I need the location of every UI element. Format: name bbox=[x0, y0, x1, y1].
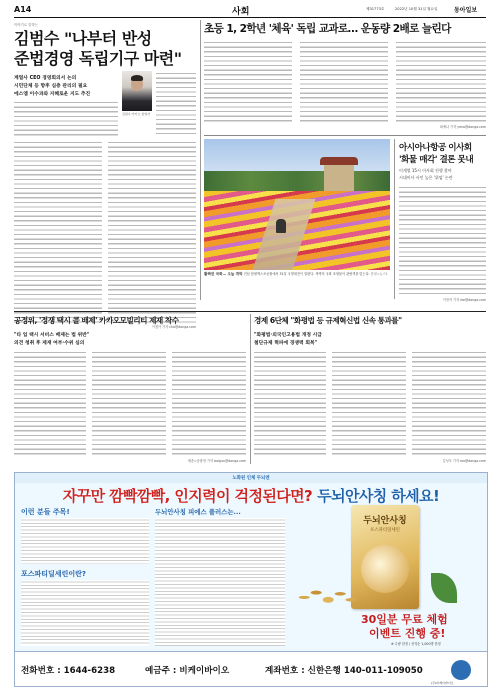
kicker: 이야기로 말하는 bbox=[14, 23, 39, 27]
photo-caption-block bbox=[204, 272, 390, 286]
ad-pills bbox=[297, 583, 357, 607]
advertisement bbox=[14, 472, 488, 687]
ad-col1-title: 이런 분들 주목! bbox=[21, 508, 70, 516]
article-asiana bbox=[397, 139, 486, 309]
sub-line-2: 의견 청취 후 제재 여부·수위 심의 bbox=[14, 341, 85, 346]
ad-col-2 bbox=[155, 507, 285, 647]
ad-phone-number: 1644-6238 bbox=[63, 666, 116, 676]
headline: 공정위, '정쟁 택시 콜 배제' 카카오모빌리티 제재 착수 bbox=[14, 316, 179, 325]
sub-line-1: 이계열 15시 이사회 진행 찾아 bbox=[399, 168, 452, 173]
section-name: 사회 bbox=[232, 7, 250, 17]
ad-headline-a: 자꾸만 깜빡깜빡, 인지력이 걱정된다면? bbox=[62, 487, 313, 505]
ad-phone-label: 전화번호 : bbox=[21, 666, 64, 676]
photo-credit: 함평=뉴스1 bbox=[370, 272, 388, 276]
ad-contact-bar bbox=[15, 651, 487, 687]
sub-line-2: 첨단규제 혁파에 경쟁력 회복" bbox=[254, 341, 318, 346]
ad-headline-b: 두뇌안사칭 하세요! bbox=[317, 487, 440, 505]
ad-holder-name: 비케이바이오 bbox=[179, 666, 230, 676]
photo-structure bbox=[324, 163, 354, 191]
photo-roof bbox=[320, 157, 358, 165]
headline-line-2: '화물 매각' 결론 못내 bbox=[399, 155, 474, 165]
portrait-hair bbox=[131, 75, 143, 81]
col-divider-1 bbox=[200, 20, 201, 300]
ad-product-area bbox=[291, 503, 481, 651]
byline: 이현석 기자 lee@donga.com bbox=[442, 298, 486, 302]
byline: 최예나 기자 yena@donga.com bbox=[439, 125, 486, 129]
ad-event-note: ※ 수량 한정 / 선착순 1,000명 한정 bbox=[391, 642, 441, 646]
photo-trees bbox=[204, 171, 390, 193]
ad-holder-label: 예금주 : bbox=[145, 666, 180, 676]
photo-caption-text: 전남 함평엑스포공원에서 31일 국향대전이 열린다. 색색의 국화 조형물이 관람객을 맞는다. bbox=[243, 272, 370, 276]
article-kakao-mobility bbox=[14, 314, 246, 466]
ad-event-line-2: 이벤트 진행 중! bbox=[369, 627, 446, 640]
sub-line: 시민단체 등 향후 심층 관리의 필요 bbox=[14, 84, 88, 89]
ad-product-tag: 포스파티딜세린 bbox=[370, 528, 400, 533]
headline: 경제 6단체 "화평법 등 규제혁신법 신속 통과를" bbox=[254, 316, 402, 325]
sub-line-2: 에스엠 이수과와 지혜로운 지도 추진 bbox=[14, 92, 91, 97]
lead-line: 계열사 CEO 경영회의서 논의 bbox=[14, 76, 77, 81]
ad-product-pouch bbox=[361, 545, 409, 593]
sub-line-1: "타 업 택시 서비스 배제는 법 위반" bbox=[14, 333, 90, 338]
ad-account bbox=[265, 664, 423, 676]
body-text-col-2 bbox=[108, 140, 196, 324]
ad-col1-title2: 포스파티딜세린이란? bbox=[21, 570, 86, 578]
ad-event-line-1: 30일분 무료 체험 bbox=[361, 613, 448, 626]
ad-col-1 bbox=[21, 507, 149, 647]
headline-line-2: 준법경영 독립기구 마련" bbox=[14, 49, 182, 68]
body-text-col-2 bbox=[332, 350, 406, 458]
ad-account-number: 신한은행 140-011-109050 bbox=[307, 666, 423, 676]
sub-line-1: "화평법·외국인고용법 개정 시급 bbox=[254, 333, 322, 338]
ad-product-name: 두뇌안사칭 bbox=[363, 516, 407, 526]
article-pe bbox=[204, 20, 486, 132]
body-text-col-3 bbox=[172, 350, 246, 458]
ad-leaf bbox=[431, 573, 457, 603]
photo-caption: 김범수 카카오 창업자 bbox=[122, 112, 150, 116]
body-text-col-1 bbox=[14, 140, 102, 324]
sub-line-2: 시대이사 사인 높은 '위임' 논란 bbox=[399, 175, 453, 180]
ad-phone[interactable] bbox=[21, 664, 115, 676]
ad-col1-body bbox=[21, 580, 149, 646]
body-text-col-1 bbox=[254, 350, 326, 458]
body-text-col-3 bbox=[396, 40, 486, 124]
paper-name: 동아일보 bbox=[454, 7, 478, 14]
page-number: A14 bbox=[14, 5, 32, 14]
rule-under-pe bbox=[204, 135, 486, 136]
body-text bbox=[399, 185, 486, 297]
ad-company-logo bbox=[451, 660, 471, 680]
masthead-rule bbox=[14, 17, 486, 18]
body-text-col-3 bbox=[412, 350, 486, 458]
article-economy-groups bbox=[254, 314, 486, 466]
ad-col2-body bbox=[155, 518, 285, 646]
body-text-left bbox=[14, 100, 118, 136]
issue-date: 2022년 10월 31일 월요일 bbox=[395, 7, 438, 11]
col-divider-2 bbox=[394, 139, 395, 299]
ad-col2-title: 두뇌안사칭 피에스 플러스는... bbox=[155, 508, 241, 516]
photo-caption-bold: 활짝핀 국화… 오늘 개막 bbox=[204, 272, 243, 276]
byline: 이청아 기자 cha@donga.com bbox=[151, 325, 196, 329]
body-text-col-1 bbox=[14, 350, 86, 458]
ad-col1-checklist bbox=[21, 518, 149, 564]
headline-line-1: 아시아나항공 이사회 bbox=[399, 143, 472, 153]
byline: 세종=송충현 기자 balgun@donga.com bbox=[187, 459, 246, 463]
issue-number: 제31773호 bbox=[366, 7, 385, 11]
masthead bbox=[14, 4, 486, 18]
body-text-col-2 bbox=[300, 40, 388, 124]
col-divider-3 bbox=[250, 314, 251, 464]
byline: 김성모 기자 mo@donga.com bbox=[442, 459, 486, 463]
ad-company-name: (주)비케이바이오 bbox=[431, 681, 454, 685]
body-text-right-of-photo bbox=[156, 71, 196, 136]
article-kakao bbox=[14, 20, 196, 330]
ad-account-holder bbox=[145, 664, 229, 676]
photo-people bbox=[276, 219, 286, 233]
headline: 초등 1, 2학년 '체육' 독립 교과로… 운동량 2배로 늘린다 bbox=[204, 23, 451, 35]
ad-brand-strip-text: 노화된 인체 두뇌엔 bbox=[232, 476, 270, 481]
body-text-col-2 bbox=[92, 350, 166, 458]
body-text-col-1 bbox=[204, 40, 292, 124]
ad-account-label: 계좌번호 : bbox=[265, 666, 308, 676]
ad-product-box bbox=[351, 505, 419, 609]
portrait-photo bbox=[122, 71, 152, 111]
chrysanthemum-photo bbox=[204, 139, 390, 270]
rule-mid bbox=[14, 311, 486, 312]
headline-line-1: 김범수 "나부터 반성 bbox=[14, 29, 152, 48]
